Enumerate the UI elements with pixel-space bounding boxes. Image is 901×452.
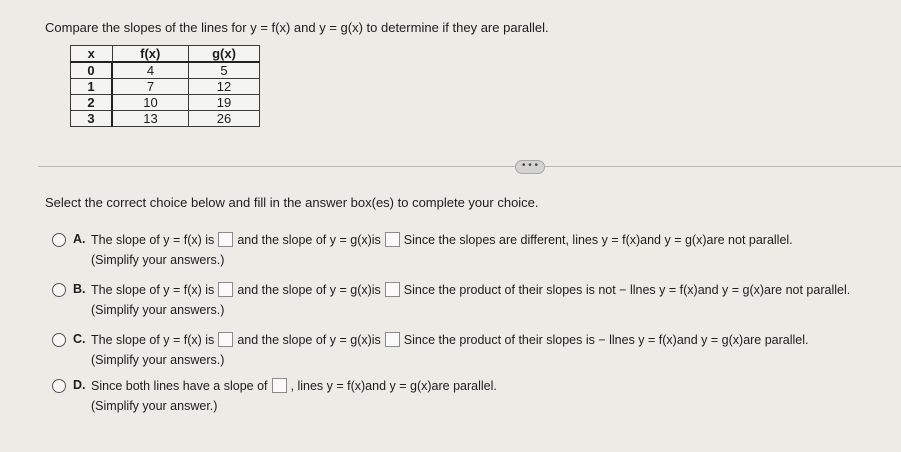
choice-d-letter: D. [73, 378, 86, 392]
choice-d-text-2: , lines y = f(x)and y = g(x)are parallel. [290, 379, 497, 393]
choice-d-text-1: Since both lines have a slope of [91, 379, 268, 393]
choice-c-text-3: Since the product of their slopes is − llnes y = f(x)and y = g(x)are parallel. [403, 333, 809, 347]
slope-g-input[interactable] [385, 332, 400, 347]
choice-d-hint: (Simplify your answer.) [91, 399, 218, 413]
table-cell-fx: 10 [112, 95, 189, 111]
table-cell-x: 1 [71, 79, 113, 95]
table-cell-gx: 26 [189, 111, 260, 127]
table-cell-gx: 12 [189, 79, 260, 95]
choice-c-text-2: and the slope of y = g(x)is [237, 333, 381, 347]
table-header-row [71, 46, 260, 63]
choice-a-text-1: The slope of y = f(x) is [91, 233, 215, 247]
expand-more-button[interactable]: • • • [515, 160, 545, 174]
common-slope-input[interactable] [272, 378, 287, 393]
choice-b-radio[interactable] [52, 283, 66, 297]
choice-a-text-2: and the slope of y = g(x)is [237, 233, 381, 247]
values-table [70, 45, 260, 127]
choice-c-radio[interactable] [52, 333, 66, 347]
choice-a-letter: A. [73, 232, 86, 246]
choice-d-statement [91, 378, 497, 393]
table-cell-x: 3 [71, 111, 113, 127]
choice-b-letter: B. [73, 282, 86, 296]
choice-a-text-3: Since the slopes are different, lines y = f(x)and y = g(x)are not parallel. [403, 233, 793, 247]
table-row [71, 62, 260, 79]
table-header-fx: f(x) [112, 46, 189, 63]
table-row [71, 95, 260, 111]
table-cell-gx: 5 [189, 62, 260, 79]
choice-b-text-3: Since the product of their slopes is not − llnes y = f(x)and y = g(x)are not parallel. [403, 283, 851, 297]
choice-d-radio[interactable] [52, 379, 66, 393]
table-cell-x: 0 [71, 62, 113, 79]
choice-b-text-1: The slope of y = f(x) is [91, 283, 215, 297]
table-header-gx: g(x) [189, 46, 260, 63]
slope-f-input[interactable] [218, 282, 233, 297]
choice-b-hint: (Simplify your answers.) [91, 303, 225, 317]
choice-c-hint: (Simplify your answers.) [91, 353, 225, 367]
choice-c-text-1: The slope of y = f(x) is [91, 333, 215, 347]
table-row [71, 111, 260, 127]
table-header-x: x [71, 46, 113, 63]
table-cell-gx: 19 [189, 95, 260, 111]
table-cell-x: 2 [71, 95, 113, 111]
choice-a-radio[interactable] [52, 233, 66, 247]
choice-b-text-2: and the slope of y = g(x)is [237, 283, 381, 297]
section-divider [38, 166, 901, 167]
choice-c-letter: C. [73, 332, 86, 346]
table-cell-fx: 4 [112, 62, 189, 79]
slope-f-input[interactable] [218, 232, 233, 247]
table-row [71, 79, 260, 95]
question-text: Compare the slopes of the lines for y = f(x) and y = g(x) to determine if they are parallel. [45, 20, 549, 35]
choice-a-statement [91, 232, 793, 247]
table-cell-fx: 7 [112, 79, 189, 95]
choice-a-hint: (Simplify your answers.) [91, 253, 225, 267]
choice-c-statement [91, 332, 809, 347]
slope-f-input[interactable] [218, 332, 233, 347]
table-cell-fx: 13 [112, 111, 189, 127]
slope-g-input[interactable] [385, 282, 400, 297]
slope-g-input[interactable] [385, 232, 400, 247]
instruction-text: Select the correct choice below and fill in the answer box(es) to complete your choice. [45, 195, 539, 210]
choice-b-statement [91, 282, 850, 297]
